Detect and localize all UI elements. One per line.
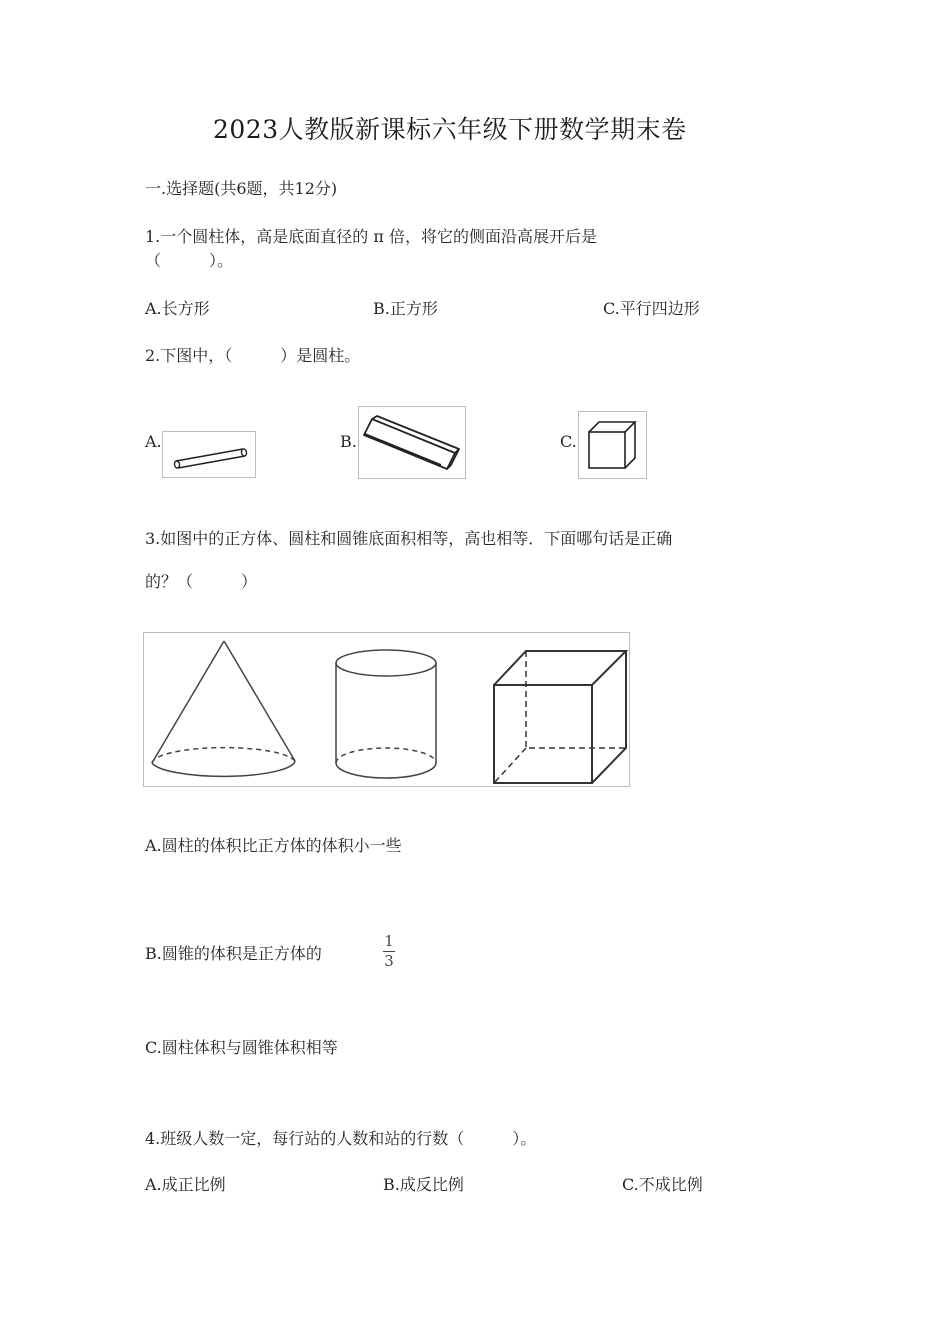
q2-text: 2.下图中，（ ）是圆柱。 <box>145 346 361 365</box>
q1-option-b: B.正方形 <box>373 299 438 318</box>
q3-option-c: C.圆柱体积与圆锥体积相等 <box>145 1038 338 1057</box>
tilted-bar-icon <box>358 406 466 479</box>
q2-option-b-label: B. <box>340 432 357 451</box>
q4-option-c: C.不成比例 <box>622 1175 703 1194</box>
q3-text-line2: 的？（ ） <box>145 572 258 591</box>
section-heading: 一.选择题(共6题，共12分) <box>145 179 338 198</box>
cube-figure <box>494 651 626 783</box>
q1-option-a: A.长方形 <box>145 299 210 318</box>
q2-option-c-label: C. <box>560 432 577 451</box>
q4-option-b: B.成反比例 <box>383 1175 464 1194</box>
q4-text: 4.班级人数一定，每行站的人数和站的行数（ ）。 <box>145 1129 537 1148</box>
q4-option-a: A.成正比例 <box>145 1175 226 1194</box>
q3-option-b: B.圆锥的体积是正方体的 <box>145 944 322 963</box>
one-third-fraction <box>381 933 397 970</box>
q1-text-line1: 1.一个圆柱体，高是底面直径的 π 倍，将它的侧面沿高展开后是 <box>145 227 597 246</box>
page-title: 2023人教版新课标六年级下册数学期末卷 <box>213 115 687 144</box>
q1-text-line2: （ ）。 <box>145 251 234 270</box>
cube-icon <box>578 411 647 479</box>
fraction-denominator: 3 <box>384 952 394 970</box>
cone-figure <box>152 641 295 776</box>
fraction-numerator: 1 <box>384 932 394 950</box>
q3-option-a: A.圆柱的体积比正方体的体积小一些 <box>145 836 402 855</box>
q3-figure-solids <box>143 632 630 787</box>
q2-option-a-label: A. <box>145 432 162 451</box>
thin-rod-icon <box>162 431 256 478</box>
cylinder-figure <box>336 650 436 778</box>
q3-text-line1: 3.如图中的正方体、圆柱和圆锥底面积相等，高也相等．下面哪句话是正确 <box>145 529 673 548</box>
q1-option-c: C.平行四边形 <box>603 299 700 318</box>
